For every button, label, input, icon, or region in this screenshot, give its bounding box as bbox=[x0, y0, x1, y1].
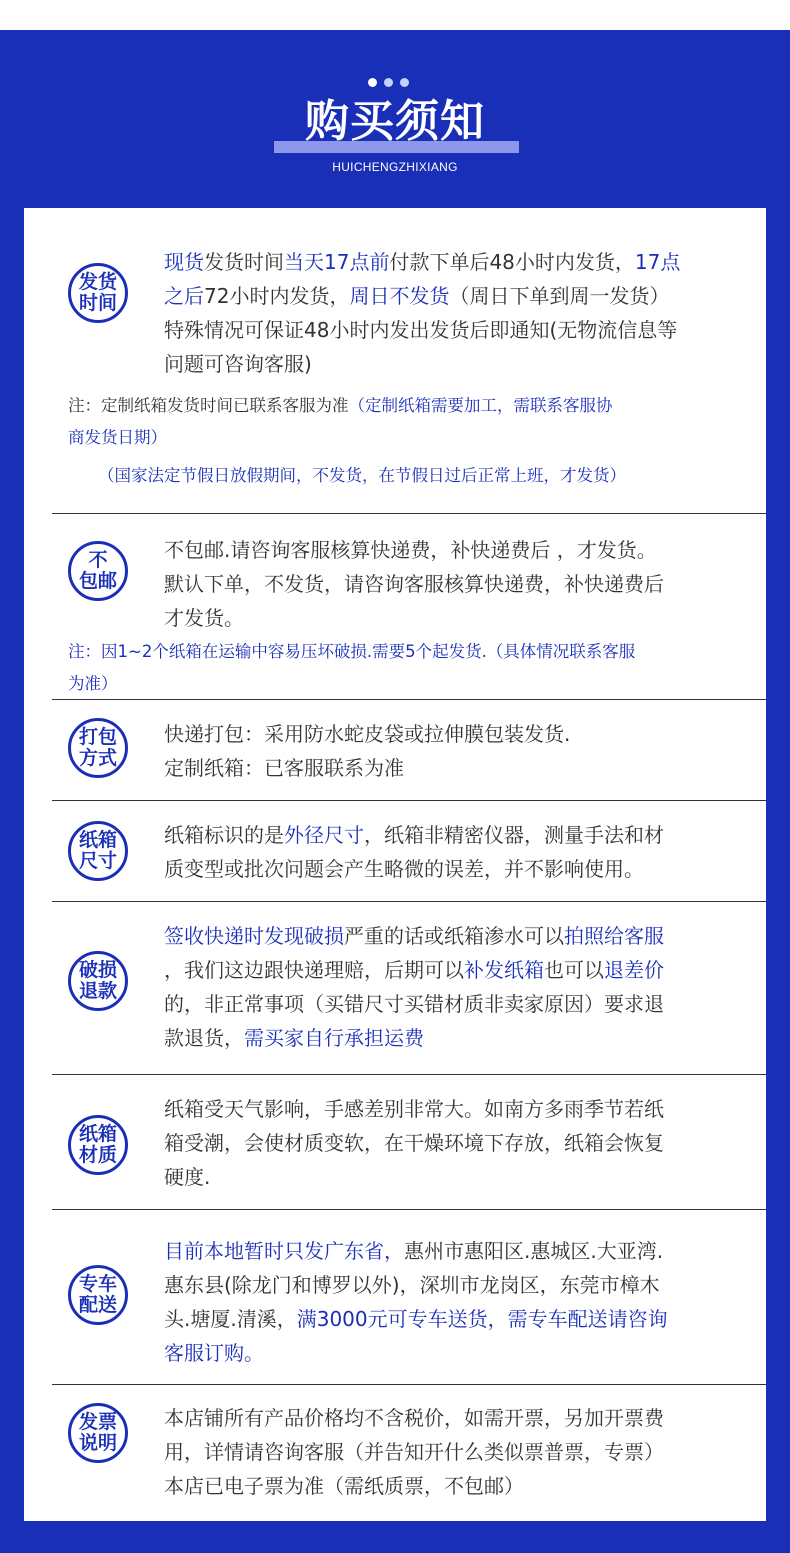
badge-label: 纸箱 bbox=[78, 829, 117, 851]
section-divider bbox=[52, 1384, 766, 1385]
dots-decoration bbox=[368, 72, 416, 91]
dot bbox=[384, 78, 393, 87]
section-divider bbox=[52, 800, 766, 801]
note-text: （国家法定节假日放假期间，不发货，在节假日过后正常上班，才发货） bbox=[98, 466, 626, 485]
body-text: （周日下单到周一发货） bbox=[449, 284, 670, 308]
body-line bbox=[164, 1302, 744, 1336]
note-text: 为准） bbox=[68, 674, 118, 693]
note-text: 注： bbox=[68, 396, 101, 415]
badge-label: 专车 bbox=[78, 1273, 117, 1295]
body-text: 惠东县(除龙门和博罗以外)，深圳市龙岗区，东莞市樟木 bbox=[164, 1273, 660, 1297]
section-note bbox=[68, 390, 744, 492]
body-line bbox=[164, 852, 744, 886]
body-line bbox=[164, 1160, 744, 1194]
body-text: ，纸箱非精密仪器，测量手法和材 bbox=[364, 823, 664, 847]
body-line bbox=[164, 1469, 744, 1503]
body-text: 才发货。 bbox=[164, 606, 244, 630]
body-text: 客服订购。 bbox=[164, 1341, 264, 1365]
section-divider bbox=[52, 1074, 766, 1075]
body-text: 纸箱标识的是 bbox=[164, 823, 284, 847]
section-badge-icon bbox=[68, 541, 128, 601]
page-title: 购买须知 bbox=[305, 96, 485, 147]
section-divider bbox=[52, 513, 766, 514]
body-text: 也可以 bbox=[544, 958, 604, 982]
body-text: 当天17点前 bbox=[284, 250, 390, 274]
body-line bbox=[164, 313, 744, 347]
notice-section bbox=[24, 800, 766, 901]
body-line bbox=[164, 347, 744, 381]
body-text: 用，详情请咨询客服（并告知开什么类似票普票，专票） bbox=[164, 1440, 664, 1464]
notice-section bbox=[24, 901, 766, 1074]
page-subtitle: HUICHENGZHIXIANG bbox=[332, 160, 458, 174]
body-text: 周日不发货 bbox=[349, 284, 450, 308]
badge-label: 说明 bbox=[78, 1432, 117, 1454]
note-text: （定制纸箱需要加工，需联系客服协 bbox=[348, 396, 613, 415]
body-text: 质变型或批次问题会产生略微的误差，并不影响使用。 bbox=[164, 857, 644, 881]
body-text: 17点 bbox=[634, 250, 681, 274]
badge-label: 退款 bbox=[78, 980, 117, 1002]
body-text: 快递打包：采用防水蛇皮袋或拉伸膜包装发货. bbox=[164, 722, 571, 746]
section-body bbox=[164, 1092, 744, 1194]
notice-section bbox=[24, 208, 766, 513]
badge-label: 材质 bbox=[78, 1144, 117, 1166]
body-line bbox=[164, 1336, 744, 1370]
note-text: 商发货日期） bbox=[68, 428, 167, 447]
body-text: 定制纸箱：已客服联系为准 bbox=[164, 756, 404, 780]
section-badge-icon bbox=[68, 1265, 128, 1325]
body-text: 纸箱受天气影响，手感差别非常大。如南方多雨季节若纸 bbox=[164, 1097, 664, 1121]
notice-card bbox=[24, 208, 766, 1521]
section-badge-icon bbox=[68, 718, 128, 778]
body-text: 特殊情况可保证48小时内发出发货后即通知(无物流信息等 bbox=[164, 318, 678, 342]
body-line bbox=[164, 1092, 744, 1126]
note-line bbox=[68, 390, 744, 422]
dot bbox=[368, 78, 377, 87]
body-line bbox=[164, 919, 744, 953]
body-text: 严重的话或纸箱渗水可以 bbox=[344, 924, 564, 948]
body-text: 补发纸箱 bbox=[464, 958, 544, 982]
note-line bbox=[68, 422, 744, 454]
badge-label: 包邮 bbox=[78, 570, 117, 592]
notice-section bbox=[24, 1074, 766, 1209]
section-badge-icon bbox=[68, 821, 128, 881]
body-line bbox=[164, 751, 744, 785]
section-body bbox=[164, 245, 744, 381]
dot bbox=[400, 78, 409, 87]
body-line bbox=[164, 1126, 744, 1160]
body-line bbox=[164, 717, 744, 751]
body-line bbox=[164, 1234, 744, 1268]
body-text: 箱受潮，会使材质变软，在干燥环境下存放，纸箱会恢复 bbox=[164, 1131, 664, 1155]
section-body bbox=[164, 919, 744, 1055]
notice-section bbox=[24, 1209, 766, 1384]
body-line bbox=[164, 818, 744, 852]
body-text: 退差价 bbox=[604, 958, 664, 982]
body-line bbox=[164, 279, 744, 313]
body-text: 需买家自行承担运费 bbox=[244, 1026, 424, 1050]
body-text: 本店铺所有产品价格均不含税价，如需开票，另加开票费 bbox=[164, 1406, 664, 1430]
section-badge-icon bbox=[68, 1115, 128, 1175]
body-text: 默认下单，不发货，请咨询客服核算快递费，补快递费后 bbox=[164, 572, 664, 596]
body-text: 拍照给客服 bbox=[564, 924, 664, 948]
body-text: 本店已电子票为准（需纸质票，不包邮） bbox=[164, 1474, 524, 1498]
body-text: 款退货， bbox=[164, 1026, 244, 1050]
body-text: 签收快递时发现破损 bbox=[164, 924, 344, 948]
badge-label: 发票 bbox=[78, 1411, 117, 1433]
notice-section bbox=[24, 699, 766, 800]
note-line bbox=[68, 668, 744, 700]
badge-label: 方式 bbox=[78, 747, 117, 769]
body-text: 头.塘厦.清溪， bbox=[164, 1307, 297, 1331]
body-text: 发货时间 bbox=[204, 250, 284, 274]
body-line bbox=[164, 953, 744, 987]
body-text: 不包邮.请咨询客服核算快递费，补快递费后 ，才发货。 bbox=[164, 538, 657, 562]
body-text: 现货 bbox=[164, 250, 204, 274]
section-badge-icon bbox=[68, 263, 128, 323]
notice-section bbox=[24, 1384, 766, 1521]
body-line bbox=[164, 1435, 744, 1469]
body-line bbox=[164, 1268, 744, 1302]
body-text: 的，非正常事项（买错尺寸买错材质非卖家原因）要求退 bbox=[164, 992, 664, 1016]
body-line bbox=[164, 533, 744, 567]
section-body bbox=[164, 533, 744, 635]
body-line bbox=[164, 987, 744, 1021]
section-divider bbox=[52, 699, 766, 700]
body-text: 目前本地暂时只发广东省， bbox=[164, 1239, 404, 1263]
body-line bbox=[164, 245, 744, 279]
body-text: ，我们这边跟快递理赔，后期可以 bbox=[164, 958, 464, 982]
body-text: 满3000元可专车送货，需专车配送请咨询 bbox=[296, 1307, 668, 1331]
note-line bbox=[68, 460, 744, 492]
badge-label: 纸箱 bbox=[78, 1123, 117, 1145]
section-body bbox=[164, 717, 744, 785]
badge-label: 不 bbox=[88, 549, 108, 571]
body-line bbox=[164, 1021, 744, 1055]
section-divider bbox=[52, 901, 766, 902]
section-badge-icon bbox=[68, 951, 128, 1011]
badge-label: 尺寸 bbox=[78, 850, 117, 872]
note-line bbox=[68, 636, 744, 668]
top-strip bbox=[0, 0, 790, 30]
badge-label: 破损 bbox=[78, 959, 117, 981]
badge-label: 发货 bbox=[78, 271, 117, 293]
badge-label: 配送 bbox=[78, 1294, 117, 1316]
body-line bbox=[164, 567, 744, 601]
body-text: 惠州市惠阳区.惠城区.大亚湾. bbox=[404, 1239, 664, 1263]
body-text: 问题可咨询客服) bbox=[164, 352, 312, 376]
badge-label: 打包 bbox=[78, 726, 117, 748]
section-note bbox=[68, 636, 744, 700]
body-line bbox=[164, 1401, 744, 1435]
note-text: 注：因1~2个纸箱在运输中容易压坏破损.需要5个起发货.（具体情况联系客服 bbox=[68, 642, 636, 661]
note-text: 定制纸箱发货时间已联系客服为准 bbox=[101, 396, 349, 415]
notice-section bbox=[24, 513, 766, 699]
badge-label: 时间 bbox=[78, 292, 117, 314]
body-text: 硬度. bbox=[164, 1165, 211, 1189]
section-divider bbox=[52, 1209, 766, 1210]
body-text: 付款下单后48小时内发货， bbox=[389, 250, 635, 274]
section-body bbox=[164, 1234, 744, 1370]
body-text: 外径尺寸 bbox=[284, 823, 364, 847]
body-line bbox=[164, 601, 744, 635]
section-body bbox=[164, 818, 744, 886]
body-text: 之后 bbox=[164, 284, 204, 308]
body-text: 72小时内发货， bbox=[204, 284, 350, 308]
section-body bbox=[164, 1401, 744, 1503]
section-badge-icon bbox=[68, 1403, 128, 1463]
